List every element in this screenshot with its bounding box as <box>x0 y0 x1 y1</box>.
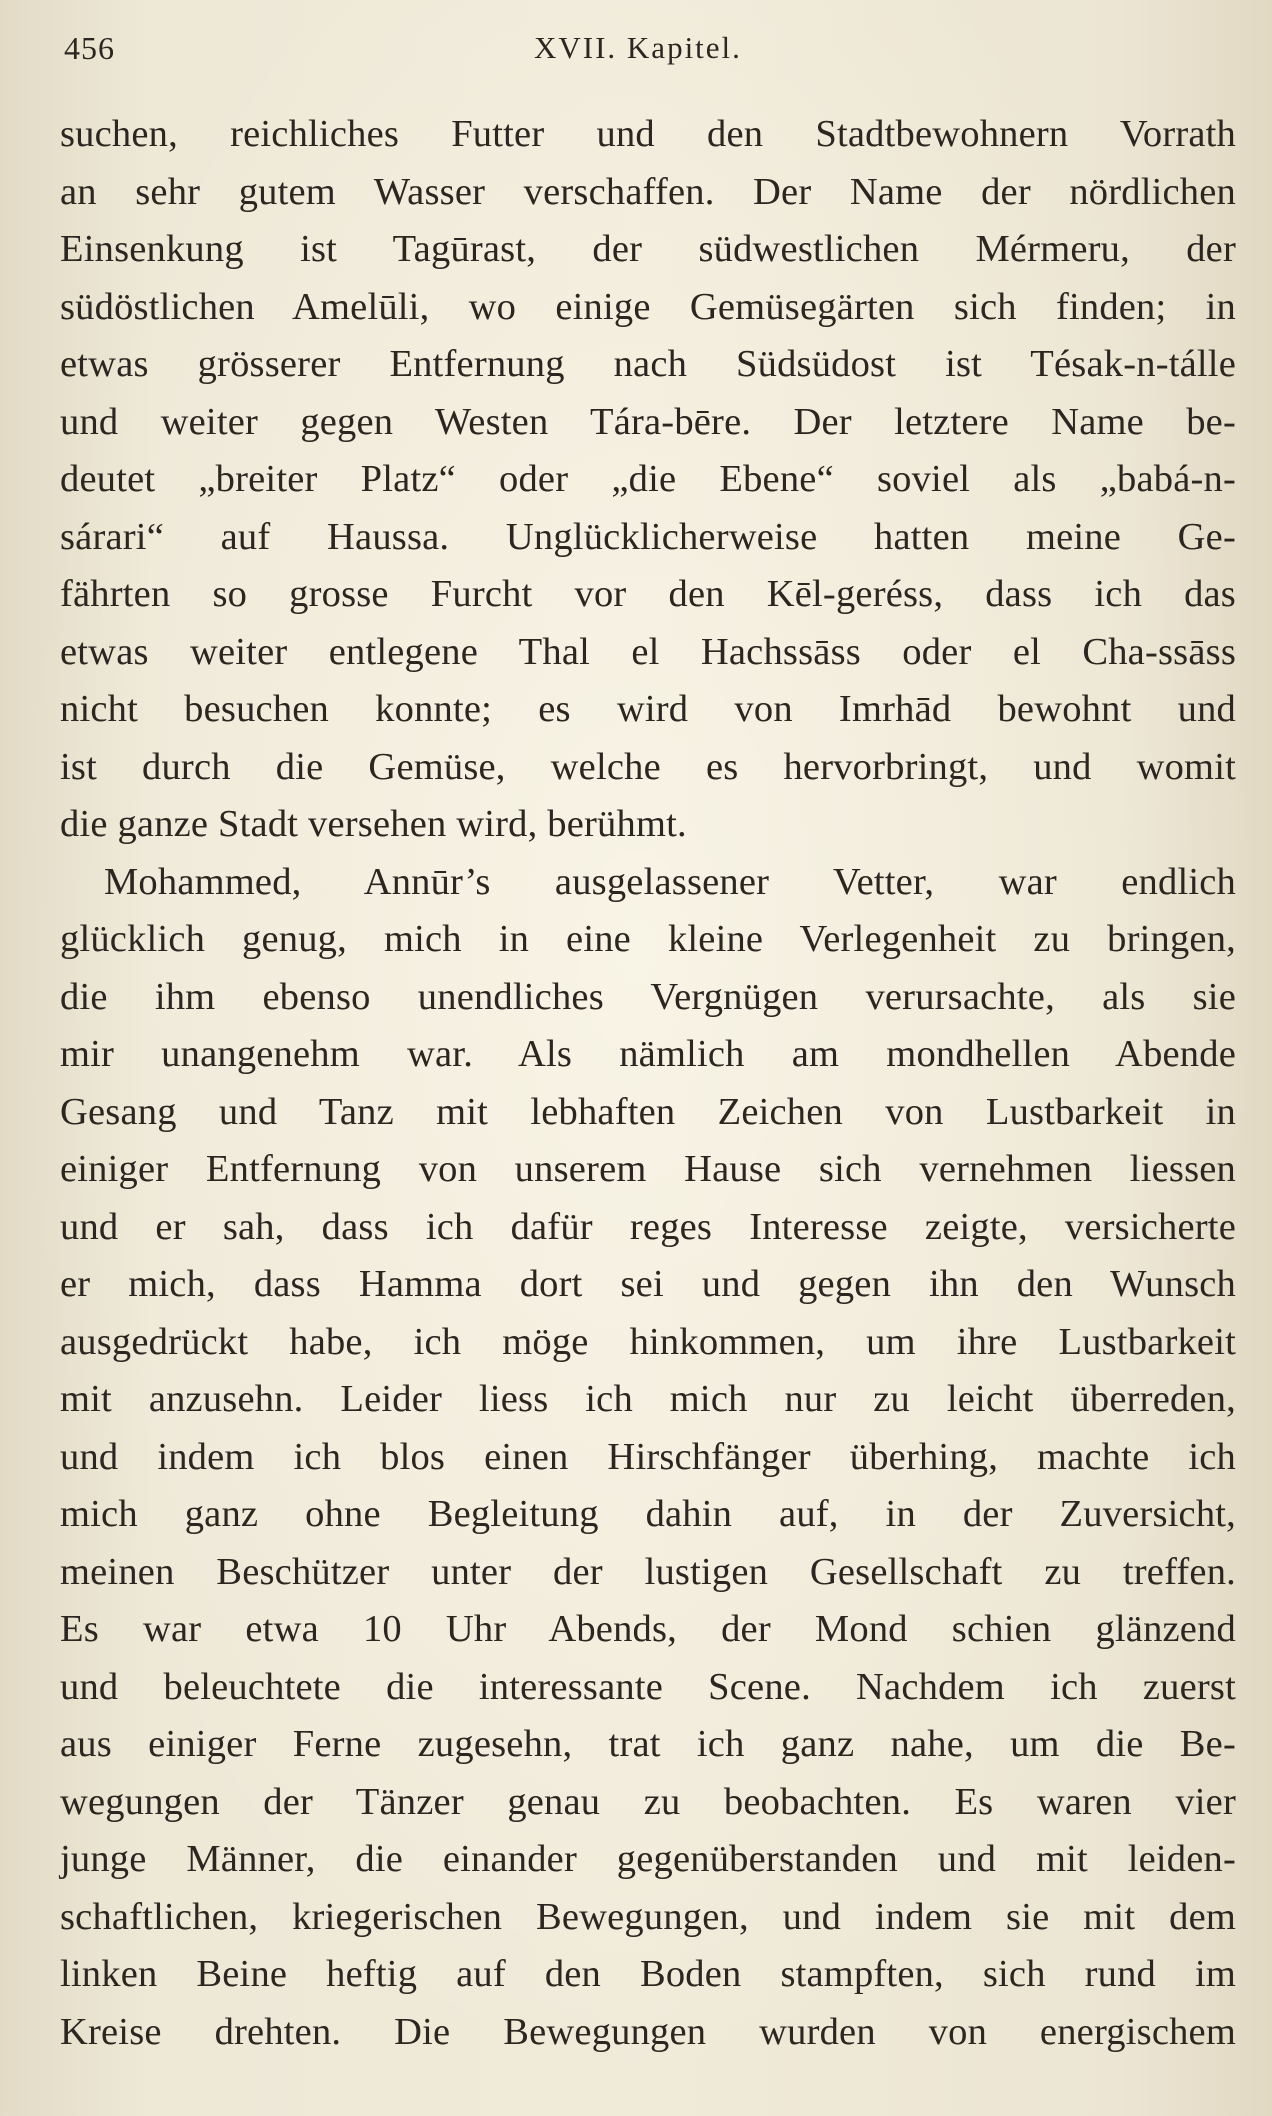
page-header <box>64 22 1244 78</box>
text-line: und er sah, dass ich dafür reges Interesse zeigte, versicherte <box>60 1205 1236 1248</box>
text-line: fährten so grosse Furcht vor den Kēl-geréss, dass ich das <box>60 573 1236 615</box>
text-line: Es war etwa 10 Uhr Abends, der Mond schien glänzend <box>60 1608 1236 1650</box>
text-line: er mich, dass Hamma dort sei und gegen ihn den Wunsch <box>60 1263 1236 1305</box>
text-line: schaftlichen, kriegerischen Bewegungen, und indem sie mit dem <box>60 1895 1236 1938</box>
text-line: mich ganz ohne Begleitung dahin auf, in der Zuversicht, <box>60 1493 1236 1535</box>
text-line: mit anzusehn. Leider liess ich mich nur zu leicht überreden, <box>60 1378 1236 1420</box>
text-line: suchen, reichliches Futter und den Stadtbewohnern Vorrath <box>60 113 1236 155</box>
text-line: und weiter gegen Westen Tára-bēre. Der letztere Name be- <box>60 400 1236 443</box>
text-line: ist durch die Gemüse, welche es hervorbringt, und womit <box>60 745 1236 788</box>
text-line: mir unangenehm war. Als nämlich am mondhellen Abende <box>60 1033 1236 1075</box>
text-line: Kreise drehten. Die Bewegungen wurden von energischem <box>60 2010 1236 2053</box>
page-number: 456 <box>64 30 115 66</box>
paragraph-2 <box>60 854 1236 2062</box>
text-line: aus einiger Ferne zugesehn, trat ich ganz nahe, um die Be- <box>60 1723 1236 1765</box>
text-line: linken Beine heftig auf den Boden stampften, sich rund im <box>60 1953 1236 1995</box>
body-text <box>60 106 1236 2061</box>
text-line: ausgedrückt habe, ich möge hinkommen, um ihre Lustbarkeit <box>60 1320 1236 1363</box>
text-line: und indem ich blos einen Hirschfänger überhing, machte ich <box>60 1435 1236 1478</box>
text-line: die ihm ebenso unendliches Vergnügen verursachte, als sie <box>60 975 1236 1018</box>
text-line: südöstlichen Amelūli, wo einige Gemüsegärten sich finden; in <box>60 285 1236 328</box>
text-line: etwas grösserer Entfernung nach Südsüdost ist Tésak-n-tálle <box>60 343 1236 385</box>
text-line: Mohammed, Annūr’s ausgelassener Vetter, war endlich <box>104 860 1236 903</box>
text-line: meinen Beschützer unter der lustigen Gesellschaft zu treffen. <box>60 1550 1236 1593</box>
text-line: junge Männer, die einander gegenüberstanden und mit leiden- <box>60 1838 1236 1880</box>
text-line: glücklich genug, mich in eine kleine Verlegenheit zu bringen, <box>60 918 1236 960</box>
paragraph-1 <box>60 106 1236 854</box>
text-line: und beleuchtete die interessante Scene. Nachdem ich zuerst <box>60 1665 1236 1708</box>
text-line: an sehr gutem Wasser verschaffen. Der Name der nördlichen <box>60 170 1236 213</box>
text-line: deutet „breiter Platz“ oder „die Ebene“ soviel als „babá-n- <box>60 458 1236 500</box>
text-line: Gesang und Tanz mit lebhaften Zeichen von Lustbarkeit in <box>60 1090 1236 1133</box>
text-line: sárari“ auf Haussa. Unglücklicherweise hatten meine Ge- <box>60 515 1236 558</box>
text-line: nicht besuchen konnte; es wird von Imrhād bewohnt und <box>60 688 1236 730</box>
text-line: die ganze Stadt versehen wird, berühmt. <box>60 803 687 845</box>
text-line: wegungen der Tänzer genau zu beobachten. Es waren vier <box>60 1780 1236 1823</box>
running-head: XVII. Kapitel. <box>534 30 742 65</box>
text-line: einiger Entfernung von unserem Hause sich vernehmen liessen <box>60 1148 1236 1190</box>
text-line: Einsenkung ist Tagūrast, der südwestlichen Mérmeru, der <box>60 228 1236 270</box>
text-line: etwas weiter entlegene Thal el Hachssāss oder el Cha-ssāss <box>60 630 1236 673</box>
